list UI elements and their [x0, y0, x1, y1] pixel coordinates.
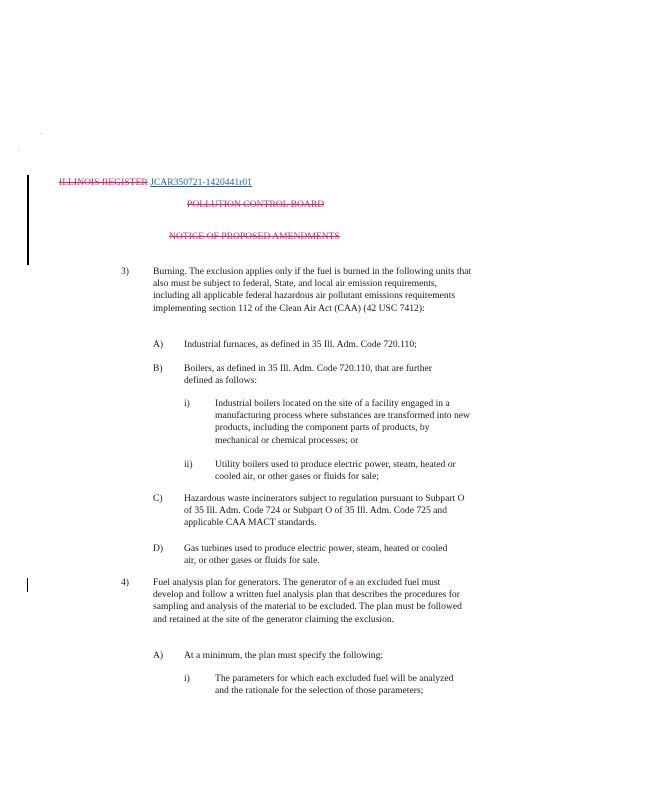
scan-speck	[40, 133, 41, 134]
item-3-text: Burning. The exclusion applies only if the fuel is burned in the following units that also must be subject to federal, State, and local air emission requirements, including all applicable federal hazardous air pollutant emissions requirements implementing section 112 of the Clean Air Act (CAA) (42 USC 7412):	[153, 266, 472, 314]
item-3-number: 3)	[121, 266, 129, 277]
item-4A-text: At a minimum, the plan must specify the following:	[184, 650, 384, 661]
item-3Bii-text: Utility boilers used to produce electric power, steam, heated or cooled air, or other gases or fluids for sale;	[215, 459, 456, 483]
item-4-text-before: Fuel analysis plan for generators. The generator of	[153, 577, 350, 588]
scan-speck	[18, 150, 19, 151]
item-4Ai-text: The parameters for which each excluded fuel will be analyzed and the rationale for the selection of those parameters;	[215, 673, 454, 697]
item-3B-number: B)	[153, 363, 163, 374]
item-4-number: 4)	[121, 577, 129, 588]
item-4Ai-number: i)	[184, 673, 190, 684]
change-bar-top	[27, 175, 29, 265]
item-3Bii-number: ii)	[184, 459, 193, 470]
board-header: POLLUTION CONTROL BOARD	[187, 199, 325, 210]
item-3A-text: Industrial furnaces, as defined in 35 Ill. Adm. Code 720.110;	[184, 339, 417, 350]
notice-header: NOTICE OF PROPOSED AMENDMENTS	[169, 231, 340, 242]
item-3B-text: Boilers, as defined in 35 Ill. Adm. Code 720.110, that are further defined as follows:	[184, 363, 432, 387]
register-header	[59, 177, 252, 189]
item-3Bi-text: Industrial boilers located on the site of a facility engaged in a manufacturing process where substances are transformed into new products, including the component parts of products, by mechanical or chemical processes; or	[215, 398, 470, 446]
item-3D-number: D)	[153, 543, 164, 554]
item-3C-text: Hazardous waste incinerators subject to regulation pursuant to Subpart O of 35 Ill. Adm. Code 724 or Subpart O of 35 Ill. Adm. Code 725 and applicable CAA MACT standards.	[184, 493, 465, 529]
item-3A-number: A)	[153, 339, 164, 350]
item-4-struck-word: a	[349, 577, 354, 588]
item-3Bi-number: i)	[184, 398, 190, 409]
item-3D-text: Gas turbines used to produce electric power, steam, heated or cooled air, or other gases or fluids for sale.	[184, 543, 448, 567]
item-3C-number: C)	[153, 493, 163, 504]
change-bar-bottom	[27, 578, 28, 592]
item-4-text-after: an excluded fuel must develop and follow a written fuel analysis plan that describes the procedures for sampling and analysis of the material to be excluded. The plan must be followed and retained at the site of the generator claiming the exclusion.	[153, 577, 462, 625]
item-4A-number: A)	[153, 650, 164, 661]
register-struck-text: ILLINOIS REGISTER	[59, 177, 148, 188]
item-4-text	[153, 577, 473, 626]
register-inserted-text: JCAR350721-1420441r01	[150, 177, 252, 188]
